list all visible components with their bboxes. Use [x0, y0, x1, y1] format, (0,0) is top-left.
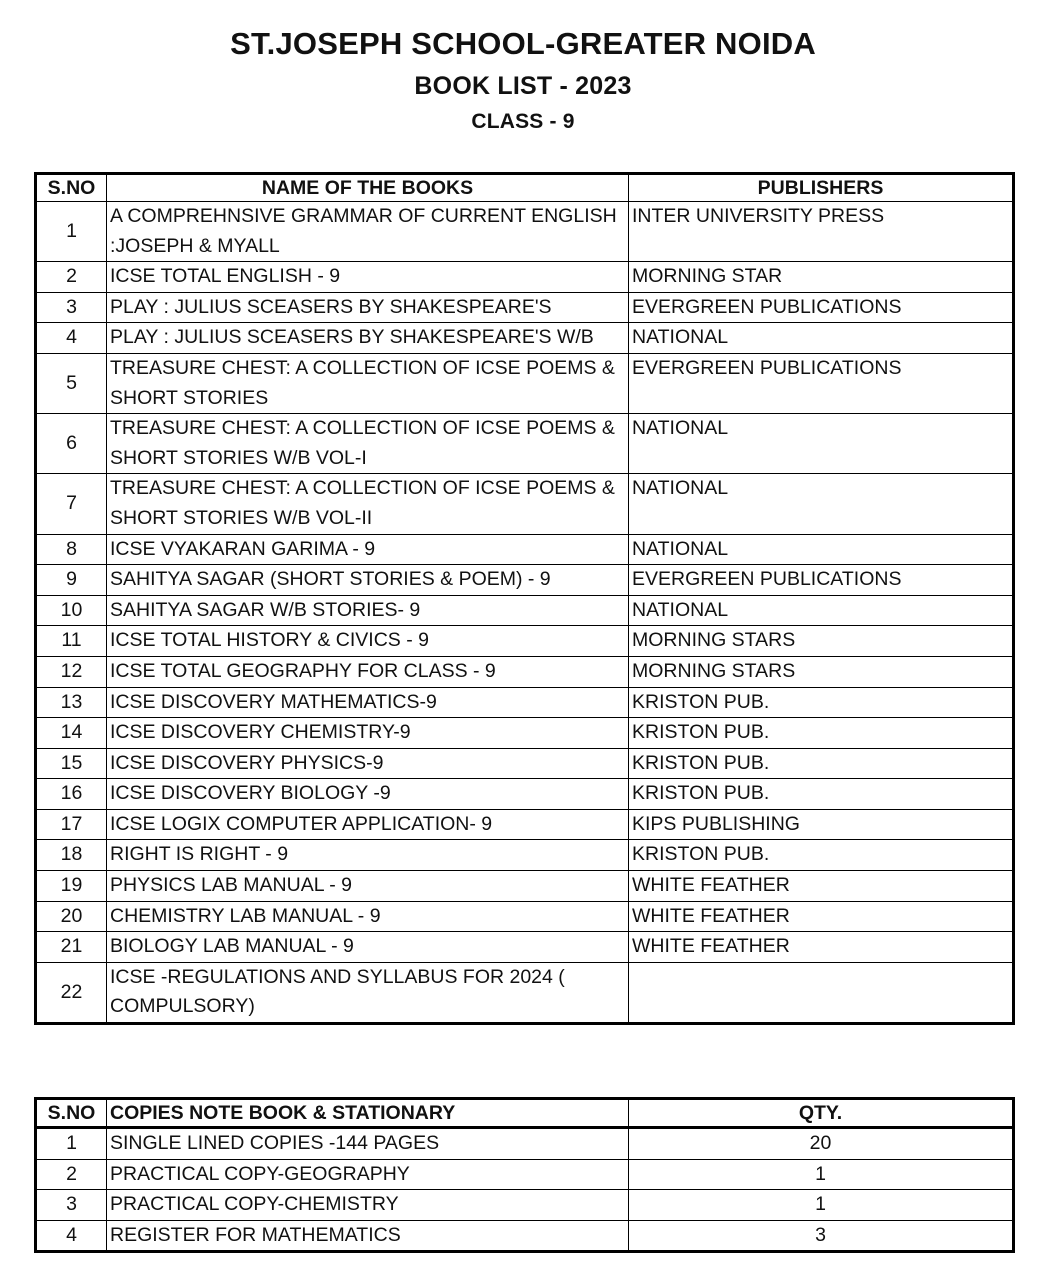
table-row	[36, 1190, 1014, 1221]
qty-header: QTY.	[629, 1099, 1014, 1128]
book-name-cell: SAHITYA SAGAR W/B STORIES- 9	[107, 595, 629, 626]
table-row	[36, 565, 1014, 596]
table-row	[36, 1220, 1014, 1252]
sno-cell: 13	[36, 687, 107, 718]
sno-cell: 7	[36, 474, 107, 534]
table-row	[36, 1159, 1014, 1190]
book-name-cell: ICSE LOGIX COMPUTER APPLICATION- 9	[107, 809, 629, 840]
table-row	[36, 871, 1014, 902]
publisher-cell: KRISTON PUB.	[629, 748, 1014, 779]
book-name-cell: PLAY : JULIUS SCEASERS BY SHAKESPEARE'S	[107, 292, 629, 323]
sno-cell: 10	[36, 595, 107, 626]
publisher-cell: KRISTON PUB.	[629, 779, 1014, 810]
publisher-cell: NATIONAL	[629, 595, 1014, 626]
qty-cell: 3	[629, 1220, 1014, 1252]
table-row	[36, 962, 1014, 1023]
school-name: ST.JOSEPH SCHOOL-GREATER NOIDA	[230, 26, 816, 61]
table-row	[36, 932, 1014, 963]
table-row	[36, 626, 1014, 657]
sno-cell: 3	[36, 292, 107, 323]
publisher-cell: EVERGREEN PUBLICATIONS	[629, 353, 1014, 413]
sno-cell: 4	[36, 323, 107, 354]
sno-cell: 14	[36, 718, 107, 749]
copies-item-cell: PRACTICAL COPY-GEOGRAPHY	[107, 1159, 629, 1190]
publisher-cell: NATIONAL	[629, 414, 1014, 474]
books-table	[34, 172, 1015, 1025]
sno-cell: 22	[36, 962, 107, 1023]
table-row	[36, 687, 1014, 718]
books-header-row	[36, 174, 1014, 202]
publisher-cell: EVERGREEN PUBLICATIONS	[629, 565, 1014, 596]
table-row	[36, 840, 1014, 871]
book-name-cell: ICSE DISCOVERY PHYSICS-9	[107, 748, 629, 779]
book-name-cell: ICSE DISCOVERY MATHEMATICS-9	[107, 687, 629, 718]
table-row	[36, 595, 1014, 626]
book-name-cell: BIOLOGY LAB MANUAL - 9	[107, 932, 629, 963]
publisher-cell: MORNING STARS	[629, 626, 1014, 657]
sno-cell: 19	[36, 871, 107, 902]
copies-item-cell: REGISTER FOR MATHEMATICS	[107, 1220, 629, 1252]
book-name-cell: ICSE DISCOVERY CHEMISTRY-9	[107, 718, 629, 749]
qty-cell: 1	[629, 1190, 1014, 1221]
sno-cell: 2	[36, 262, 107, 293]
table-row	[36, 353, 1014, 413]
qty-cell: 20	[629, 1128, 1014, 1160]
book-list-title: BOOK LIST - 2023	[414, 72, 632, 100]
table-row	[36, 414, 1014, 474]
qty-cell: 1	[629, 1159, 1014, 1190]
book-name-cell: PLAY : JULIUS SCEASERS BY SHAKESPEARE'S W/B	[107, 323, 629, 354]
table-row	[36, 718, 1014, 749]
copies-item-cell: SINGLE LINED COPIES -144 PAGES	[107, 1128, 629, 1160]
publisher-cell: MORNING STARS	[629, 656, 1014, 687]
table-row	[36, 202, 1014, 262]
book-name-cell: CHEMISTRY LAB MANUAL - 9	[107, 901, 629, 932]
book-name-cell: ICSE TOTAL ENGLISH - 9	[107, 262, 629, 293]
book-name-cell: ICSE VYAKARAN GARIMA - 9	[107, 534, 629, 565]
book-name-cell: RIGHT IS RIGHT - 9	[107, 840, 629, 871]
publisher-cell: WHITE FEATHER	[629, 932, 1014, 963]
copies-item-cell: PRACTICAL COPY-CHEMISTRY	[107, 1190, 629, 1221]
publisher-cell: KRISTON PUB.	[629, 840, 1014, 871]
table-row	[36, 656, 1014, 687]
copies-table	[34, 1097, 1015, 1253]
table-row	[36, 748, 1014, 779]
publisher-cell: INTER UNIVERSITY PRESS	[629, 202, 1014, 262]
book-name-cell: ICSE -REGULATIONS AND SYLLABUS FOR 2024 ( COMPULSORY)	[107, 962, 629, 1023]
sno-cell: 2	[36, 1159, 107, 1190]
sno-cell: 4	[36, 1220, 107, 1252]
sno-cell: 5	[36, 353, 107, 413]
copies-item-header: COPIES NOTE BOOK & STATIONARY	[107, 1099, 629, 1128]
publisher-cell: KIPS PUBLISHING	[629, 809, 1014, 840]
book-name-cell: TREASURE CHEST: A COLLECTION OF ICSE POEMS & SHORT STORIES W/B VOL-II	[107, 474, 629, 534]
book-name-cell: SAHITYA SAGAR (SHORT STORIES & POEM) - 9	[107, 565, 629, 596]
publisher-cell	[629, 962, 1014, 1023]
publisher-cell: WHITE FEATHER	[629, 901, 1014, 932]
book-name-cell: TREASURE CHEST: A COLLECTION OF ICSE POEMS & SHORT STORIES W/B VOL-I	[107, 414, 629, 474]
sno-cell: 1	[36, 1128, 107, 1160]
book-name-cell: ICSE TOTAL HISTORY & CIVICS - 9	[107, 626, 629, 657]
sno-cell: 18	[36, 840, 107, 871]
publisher-cell: MORNING STAR	[629, 262, 1014, 293]
table-row	[36, 474, 1014, 534]
publisher-cell: KRISTON PUB.	[629, 687, 1014, 718]
book-name-cell: ICSE DISCOVERY BIOLOGY -9	[107, 779, 629, 810]
table-row	[36, 901, 1014, 932]
sno-header: S.NO	[36, 174, 107, 202]
sno-cell: 16	[36, 779, 107, 810]
class-label: CLASS - 9	[471, 110, 575, 133]
table-row	[36, 779, 1014, 810]
table-row	[36, 534, 1014, 565]
book-name-cell: ICSE TOTAL GEOGRAPHY FOR CLASS - 9	[107, 656, 629, 687]
table-row	[36, 809, 1014, 840]
publisher-cell: NATIONAL	[629, 323, 1014, 354]
publisher-cell: NATIONAL	[629, 534, 1014, 565]
sno-cell: 3	[36, 1190, 107, 1221]
sno-cell: 20	[36, 901, 107, 932]
sno-cell: 12	[36, 656, 107, 687]
table-row	[36, 292, 1014, 323]
table-row	[36, 1128, 1014, 1160]
sno-header: S.NO	[36, 1099, 107, 1128]
book-name-cell: A COMPREHNSIVE GRAMMAR OF CURRENT ENGLISH :JOSEPH & MYALL	[107, 202, 629, 262]
sno-cell: 8	[36, 534, 107, 565]
book-name-cell: TREASURE CHEST: A COLLECTION OF ICSE POEMS & SHORT STORIES	[107, 353, 629, 413]
publisher-cell: WHITE FEATHER	[629, 871, 1014, 902]
table-row	[36, 323, 1014, 354]
sno-cell: 1	[36, 202, 107, 262]
sno-cell: 9	[36, 565, 107, 596]
sno-cell: 6	[36, 414, 107, 474]
sno-cell: 15	[36, 748, 107, 779]
sno-cell: 11	[36, 626, 107, 657]
copies-header-row	[36, 1099, 1014, 1128]
publisher-cell: KRISTON PUB.	[629, 718, 1014, 749]
table-row	[36, 262, 1014, 293]
book-name-header: NAME OF THE BOOKS	[107, 174, 629, 202]
book-name-cell: PHYSICS LAB MANUAL - 9	[107, 871, 629, 902]
sno-cell: 21	[36, 932, 107, 963]
publisher-cell: NATIONAL	[629, 474, 1014, 534]
sno-cell: 17	[36, 809, 107, 840]
publishers-header: PUBLISHERS	[629, 174, 1014, 202]
publisher-cell: EVERGREEN PUBLICATIONS	[629, 292, 1014, 323]
